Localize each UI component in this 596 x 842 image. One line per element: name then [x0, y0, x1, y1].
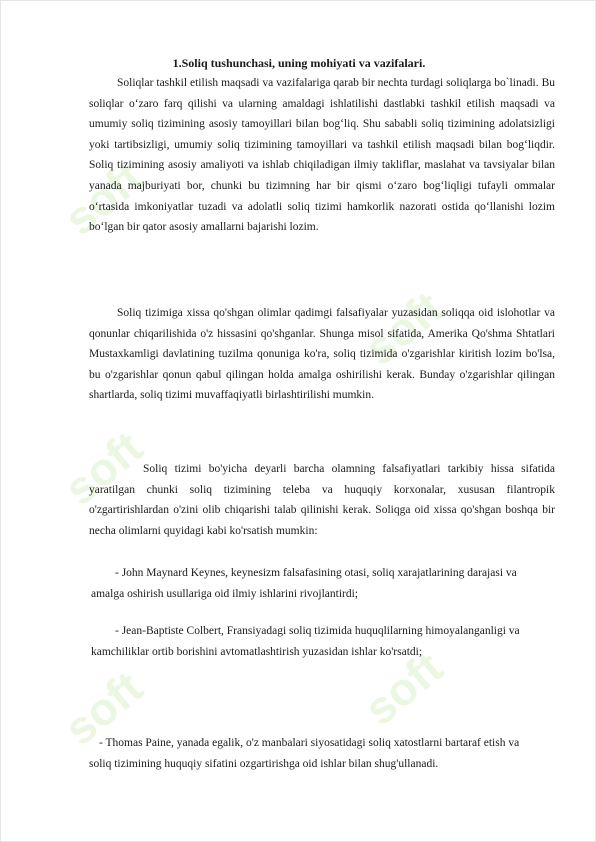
- watermark-logo: soft: [354, 280, 453, 376]
- list-item: [91, 563, 531, 604]
- watermark-logo: soft: [54, 150, 153, 246]
- paragraph: [89, 73, 555, 238]
- watermark-logo: soft: [54, 660, 153, 756]
- list-item-text: - John Maynard Keynes, keynesizm falsafasining otasi, soliq xarajatlarining darajasi va amalga oshirish usullariga oid ilmiy ishlarini rivojlantirdi;: [91, 567, 517, 600]
- paragraph-text: Soliq tizimi bo'yicha deyarli barcha olamning falsafiyatlari tarkibiy hissa sifatida yaratilgan chunki soliq tizimining teleba va huquqiy korxonalar, xususan filantropik o'zgartirishlardan o'zini olib chiqarishi talab qilinishi kerak. Soliqga oid xissa qo'shgan boshqa bir necha olimlarni quyidagi kabi ko'rsatish mumkin:: [89, 463, 555, 537]
- paragraph: [89, 303, 555, 406]
- list-item-text: - Thomas Paine, yanada egalik, o'z manbalari siyosatidagi soliq xatostlarni bartaraf etish va soliq tizimining huquqiy sifatini ozgartirishga oid ishlar bilan shug'ullanadi.: [89, 737, 520, 770]
- paragraph-text: Soliq tizimiga xissa qo'shgan olimlar qadimgi falsafiyalar yuzasidan soliqqa oid islohotlar va qonunlar chiqarilishida o'z hissasini qo'shganlar. Shunga misol sifatida, Amerika Qo'shma Shtatlari Mustaxkamligi davlatining tuzilma qonuniga ko'ra, soliq tizimida o'zgarishlar kiritish lozim bo'lsa, bu o'zgarishlar qonun qabul qilingan holda amalga oshirilishi kerak. Bunday o'zgarishlar qilingan shartlarda, soliq tizimi muvaffaqiyatli birlashtirilishi mumkin.: [89, 307, 555, 402]
- paragraph: [89, 459, 555, 541]
- section-title: 1.Soliq tushunchasi, uning mohiyati va vazifalari.: [172, 56, 426, 70]
- paragraph-text: Soliqlar tashkil etilish maqsadi va vazifalariga qarab bir nechta turdagi soliqlarga bo`linadi. Bu soliqlar o‘zaro farq qilishi va ularning amaldagi ishlatilishi dastlabki tashkil etilish maqsadi va umumiy soliq tizimining asosiy tamoyillari bilan bog‘liq. Shu sababli soliq tizimining adolatsizligi yoki tartibsizligi, umumiy soliq tizimining tamoyillari va tashkil etilish maqsadi bilan bog‘liqdir. Soliq tizimining asosiy amaliyoti va ishlab chiqiladigan ilmiy takliflar, maslahat va tavsiyalar bilan yanada majburiyati bor, chunki bu tizimning har bir qismi o‘zaro bog‘liqligi tufayli ommalar o‘rtasida imkoniyatlar tuzadi va adolatli soliq tizimi hamkorlik nazorati ostida qo‘llanishi lozim bo‘lgan bir qator asosiy amallarni bajarishi lozim.: [89, 77, 555, 234]
- list-item: [91, 621, 531, 662]
- watermark-logo: soft: [54, 420, 153, 516]
- watermark-logo: soft: [354, 640, 453, 736]
- list-item: [89, 733, 529, 774]
- list-item-text: - Jean-Baptiste Colbert, Fransiyadagi soliq tizimida huquqlilarning himoyalanganligi va kamchiliklar ortib borishini avtomatlashtirish yuzasidan ishlar ko'rsatdi;: [91, 625, 520, 658]
